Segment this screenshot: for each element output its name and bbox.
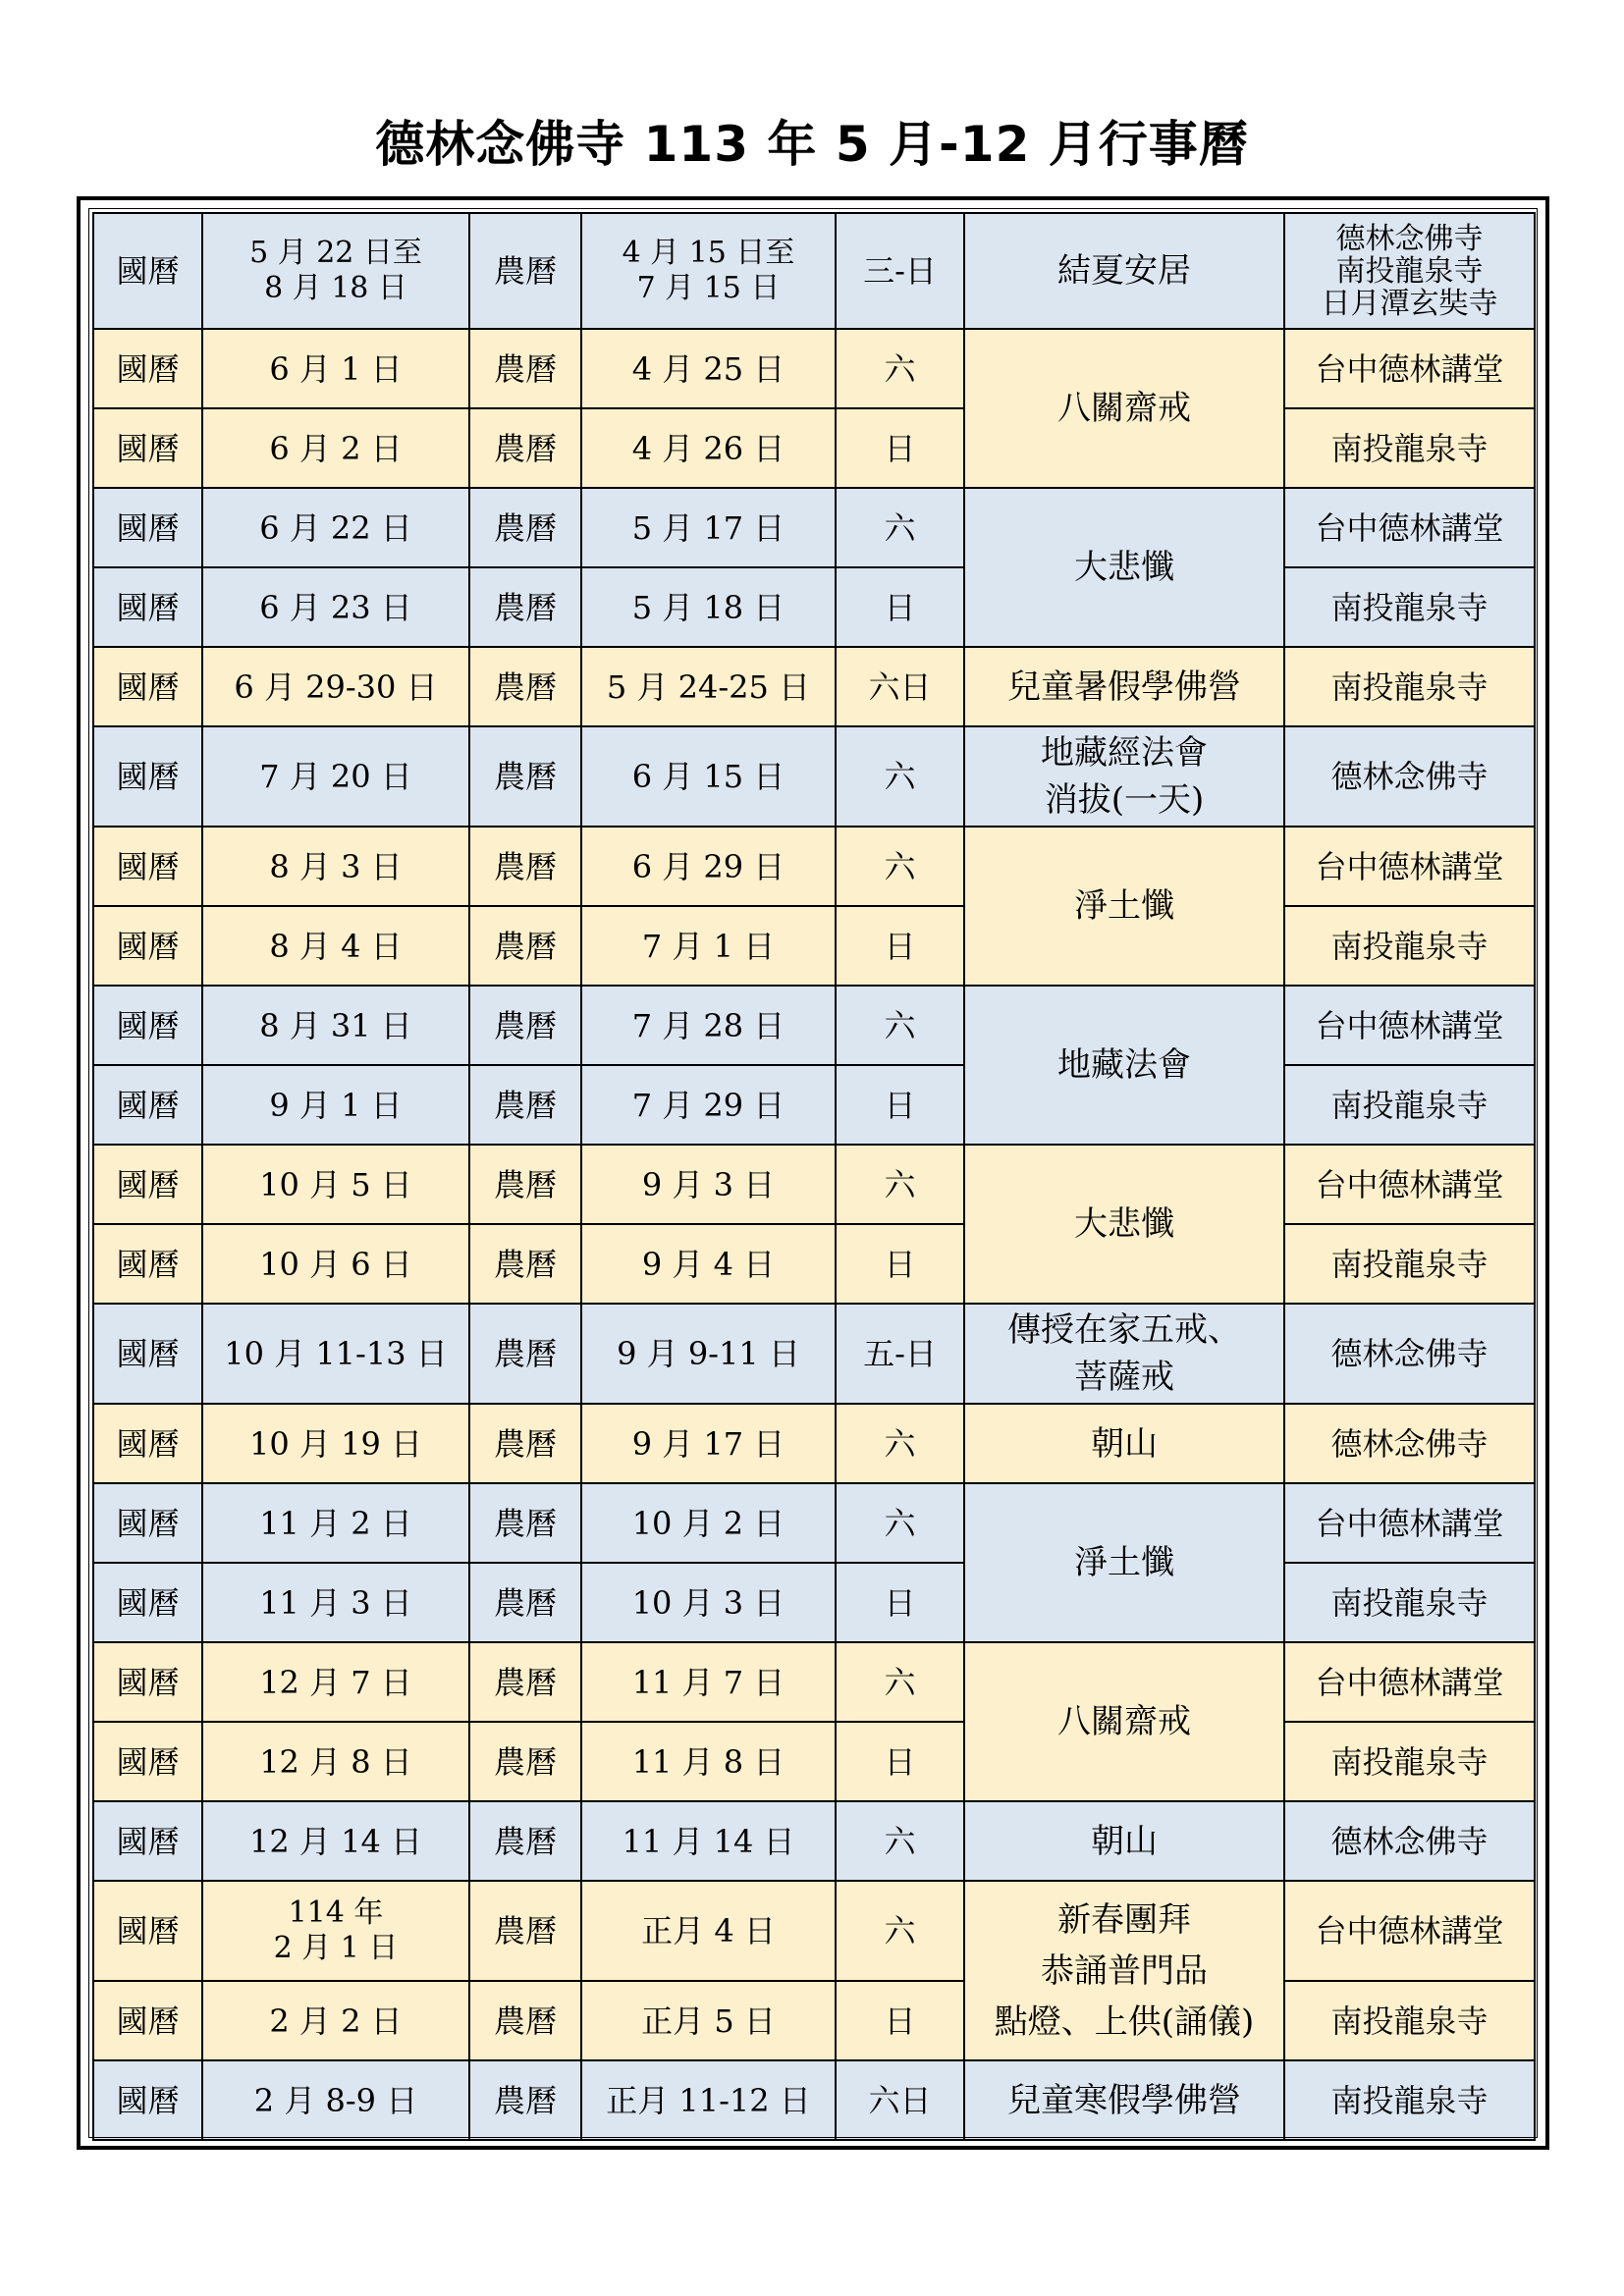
weekday: 六 — [836, 1404, 964, 1483]
table-row — [93, 329, 1535, 408]
location: 德林念佛寺 — [1284, 1304, 1535, 1404]
lunar-label: 農曆 — [469, 726, 581, 827]
event-name: 兒童暑假學佛營 — [964, 647, 1284, 726]
location: 台中德林講堂 — [1284, 1145, 1535, 1224]
solar-date: 114 年 2 月 1 日 — [202, 1881, 469, 1981]
table-row — [93, 1404, 1535, 1483]
solar-label: 國曆 — [93, 488, 202, 567]
location: 南投龍泉寺 — [1284, 567, 1535, 647]
solar-label: 國曆 — [93, 1642, 202, 1722]
event-name: 傳授在家五戒、 菩薩戒 — [964, 1304, 1284, 1404]
weekday: 六 — [836, 1801, 964, 1881]
table-row — [93, 1563, 1535, 1642]
location: 台中德林講堂 — [1284, 827, 1535, 906]
solar-date: 12 月 7 日 — [202, 1642, 469, 1722]
lunar-label: 農曆 — [469, 1801, 581, 1881]
event-name: 結夏安居 — [964, 213, 1284, 329]
lunar-date: 6 月 15 日 — [581, 726, 836, 827]
table-row — [93, 986, 1535, 1065]
location: 南投龍泉寺 — [1284, 2060, 1535, 2140]
location: 德林念佛寺 — [1284, 1801, 1535, 1881]
solar-label: 國曆 — [93, 1563, 202, 1642]
location: 南投龍泉寺 — [1284, 647, 1535, 726]
lunar-label: 農曆 — [469, 2060, 581, 2140]
solar-label: 國曆 — [93, 1224, 202, 1304]
table-row — [93, 2060, 1535, 2140]
location: 南投龍泉寺 — [1284, 1981, 1535, 2060]
lunar-label: 農曆 — [469, 567, 581, 647]
solar-date: 8 月 4 日 — [202, 906, 469, 986]
location: 台中德林講堂 — [1284, 986, 1535, 1065]
location: 德林念佛寺 南投龍泉寺 日月潭玄奘寺 — [1284, 213, 1535, 329]
solar-label: 國曆 — [93, 726, 202, 827]
solar-date: 6 月 22 日 — [202, 488, 469, 567]
lunar-date: 5 月 17 日 — [581, 488, 836, 567]
weekday: 五-日 — [836, 1304, 964, 1404]
event-name: 八關齋戒 — [964, 329, 1284, 488]
solar-date: 6 月 23 日 — [202, 567, 469, 647]
solar-date: 8 月 3 日 — [202, 827, 469, 906]
solar-date: 6 月 29-30 日 — [202, 647, 469, 726]
location: 台中德林講堂 — [1284, 1483, 1535, 1563]
table-row — [93, 726, 1535, 827]
solar-label: 國曆 — [93, 1404, 202, 1483]
event-name: 淨土懺 — [964, 827, 1284, 986]
location: 德林念佛寺 — [1284, 1404, 1535, 1483]
solar-label: 國曆 — [93, 408, 202, 488]
event-name: 朝山 — [964, 1801, 1284, 1881]
event-name: 新春團拜 恭誦普門品 點燈、上供(誦儀) — [964, 1881, 1284, 2060]
location: 南投龍泉寺 — [1284, 906, 1535, 986]
lunar-label: 農曆 — [469, 1224, 581, 1304]
lunar-date: 9 月 3 日 — [581, 1145, 836, 1224]
solar-label: 國曆 — [93, 1145, 202, 1224]
table-row — [93, 647, 1535, 726]
solar-label: 國曆 — [93, 2060, 202, 2140]
solar-label: 國曆 — [93, 567, 202, 647]
weekday: 日 — [836, 408, 964, 488]
solar-date: 12 月 14 日 — [202, 1801, 469, 1881]
table-row — [93, 567, 1535, 647]
solar-label: 國曆 — [93, 1722, 202, 1801]
location: 台中德林講堂 — [1284, 1881, 1535, 1981]
lunar-date: 10 月 3 日 — [581, 1563, 836, 1642]
lunar-label: 農曆 — [469, 1881, 581, 1981]
lunar-date: 11 月 14 日 — [581, 1801, 836, 1881]
lunar-date: 4 月 25 日 — [581, 329, 836, 408]
lunar-date: 4 月 26 日 — [581, 408, 836, 488]
solar-date: 6 月 2 日 — [202, 408, 469, 488]
weekday: 六 — [836, 726, 964, 827]
table-row — [93, 1304, 1535, 1404]
solar-label: 國曆 — [93, 1304, 202, 1404]
lunar-label: 農曆 — [469, 1065, 581, 1145]
table-row — [93, 1642, 1535, 1722]
lunar-label: 農曆 — [469, 408, 581, 488]
lunar-date: 5 月 18 日 — [581, 567, 836, 647]
table-row — [93, 1722, 1535, 1801]
solar-date: 2 月 8-9 日 — [202, 2060, 469, 2140]
event-name: 大悲懺 — [964, 1145, 1284, 1304]
lunar-label: 農曆 — [469, 986, 581, 1065]
solar-date: 8 月 31 日 — [202, 986, 469, 1065]
solar-label: 國曆 — [93, 1801, 202, 1881]
schedule-frame — [77, 196, 1549, 2150]
location: 德林念佛寺 — [1284, 726, 1535, 827]
lunar-date: 9 月 17 日 — [581, 1404, 836, 1483]
solar-date: 2 月 2 日 — [202, 1981, 469, 2060]
lunar-label: 農曆 — [469, 329, 581, 408]
solar-date: 7 月 20 日 — [202, 726, 469, 827]
table-row — [93, 1224, 1535, 1304]
lunar-date: 6 月 29 日 — [581, 827, 836, 906]
solar-label: 國曆 — [93, 213, 202, 329]
event-name: 朝山 — [964, 1404, 1284, 1483]
solar-label: 國曆 — [93, 1065, 202, 1145]
lunar-label: 農曆 — [469, 1642, 581, 1722]
solar-label: 國曆 — [93, 1981, 202, 2060]
location: 南投龍泉寺 — [1284, 1065, 1535, 1145]
solar-date: 11 月 2 日 — [202, 1483, 469, 1563]
lunar-label: 農曆 — [469, 1404, 581, 1483]
lunar-date: 7 月 29 日 — [581, 1065, 836, 1145]
lunar-date: 10 月 2 日 — [581, 1483, 836, 1563]
lunar-label: 農曆 — [469, 1722, 581, 1801]
solar-label: 國曆 — [93, 906, 202, 986]
weekday: 日 — [836, 1722, 964, 1801]
lunar-date: 11 月 8 日 — [581, 1722, 836, 1801]
lunar-date: 正月 11-12 日 — [581, 2060, 836, 2140]
event-name: 八關齋戒 — [964, 1642, 1284, 1801]
table-row — [93, 488, 1535, 567]
solar-date: 5 月 22 日至 8 月 18 日 — [202, 213, 469, 329]
weekday: 日 — [836, 906, 964, 986]
table-row — [93, 1483, 1535, 1563]
location: 南投龍泉寺 — [1284, 1563, 1535, 1642]
lunar-label: 農曆 — [469, 1981, 581, 2060]
table-row — [93, 213, 1535, 329]
table-row — [93, 827, 1535, 906]
weekday: 日 — [836, 1065, 964, 1145]
weekday: 六 — [836, 1483, 964, 1563]
table-row — [93, 1145, 1535, 1224]
location: 南投龍泉寺 — [1284, 1224, 1535, 1304]
location: 台中德林講堂 — [1284, 488, 1535, 567]
weekday: 日 — [836, 567, 964, 647]
lunar-label: 農曆 — [469, 1563, 581, 1642]
lunar-date: 7 月 28 日 — [581, 986, 836, 1065]
weekday: 六 — [836, 488, 964, 567]
solar-date: 10 月 19 日 — [202, 1404, 469, 1483]
solar-date: 11 月 3 日 — [202, 1563, 469, 1642]
schedule-table — [92, 212, 1536, 2141]
lunar-label: 農曆 — [469, 1145, 581, 1224]
weekday: 六日 — [836, 647, 964, 726]
event-name: 淨土懺 — [964, 1483, 1284, 1642]
solar-label: 國曆 — [93, 1881, 202, 1981]
lunar-label: 農曆 — [469, 488, 581, 567]
lunar-label: 農曆 — [469, 906, 581, 986]
lunar-label: 農曆 — [469, 1304, 581, 1404]
lunar-label: 農曆 — [469, 1483, 581, 1563]
solar-date: 10 月 11-13 日 — [202, 1304, 469, 1404]
page-title: 德林念佛寺 113 年 5 月-12 月行事曆 — [375, 116, 1249, 173]
table-row — [93, 906, 1535, 986]
weekday: 六 — [836, 827, 964, 906]
solar-date: 10 月 5 日 — [202, 1145, 469, 1224]
weekday: 三-日 — [836, 213, 964, 329]
solar-label: 國曆 — [93, 329, 202, 408]
weekday: 六 — [836, 986, 964, 1065]
location: 台中德林講堂 — [1284, 1642, 1535, 1722]
lunar-date: 正月 4 日 — [581, 1881, 836, 1981]
lunar-date: 7 月 1 日 — [581, 906, 836, 986]
lunar-date: 4 月 15 日至 7 月 15 日 — [581, 213, 836, 329]
event-name: 兒童寒假學佛營 — [964, 2060, 1284, 2140]
solar-date: 9 月 1 日 — [202, 1065, 469, 1145]
solar-label: 國曆 — [93, 647, 202, 726]
solar-label: 國曆 — [93, 986, 202, 1065]
solar-label: 國曆 — [93, 1483, 202, 1563]
event-name: 大悲懺 — [964, 488, 1284, 647]
lunar-label: 農曆 — [469, 647, 581, 726]
location: 南投龍泉寺 — [1284, 1722, 1535, 1801]
table-row — [93, 1881, 1535, 1981]
solar-date: 10 月 6 日 — [202, 1224, 469, 1304]
lunar-label: 農曆 — [469, 213, 581, 329]
lunar-label: 農曆 — [469, 827, 581, 906]
lunar-date: 5 月 24-25 日 — [581, 647, 836, 726]
weekday: 日 — [836, 1563, 964, 1642]
weekday: 六 — [836, 1145, 964, 1224]
table-row — [93, 1065, 1535, 1145]
location: 台中德林講堂 — [1284, 329, 1535, 408]
weekday: 日 — [836, 1224, 964, 1304]
lunar-date: 正月 5 日 — [581, 1981, 836, 2060]
weekday: 六 — [836, 1642, 964, 1722]
location: 南投龍泉寺 — [1284, 408, 1535, 488]
table-row — [93, 408, 1535, 488]
solar-date: 6 月 1 日 — [202, 329, 469, 408]
lunar-date: 11 月 7 日 — [581, 1642, 836, 1722]
table-row — [93, 1981, 1535, 2060]
solar-label: 國曆 — [93, 827, 202, 906]
solar-date: 12 月 8 日 — [202, 1722, 469, 1801]
event-name: 地藏法會 — [964, 986, 1284, 1145]
event-name: 地藏經法會 消拔(一天) — [964, 726, 1284, 827]
lunar-date: 9 月 4 日 — [581, 1224, 836, 1304]
weekday: 日 — [836, 1981, 964, 2060]
lunar-date: 9 月 9-11 日 — [581, 1304, 836, 1404]
weekday: 六日 — [836, 2060, 964, 2140]
weekday: 六 — [836, 1881, 964, 1981]
weekday: 六 — [836, 329, 964, 408]
table-row — [93, 1801, 1535, 1881]
